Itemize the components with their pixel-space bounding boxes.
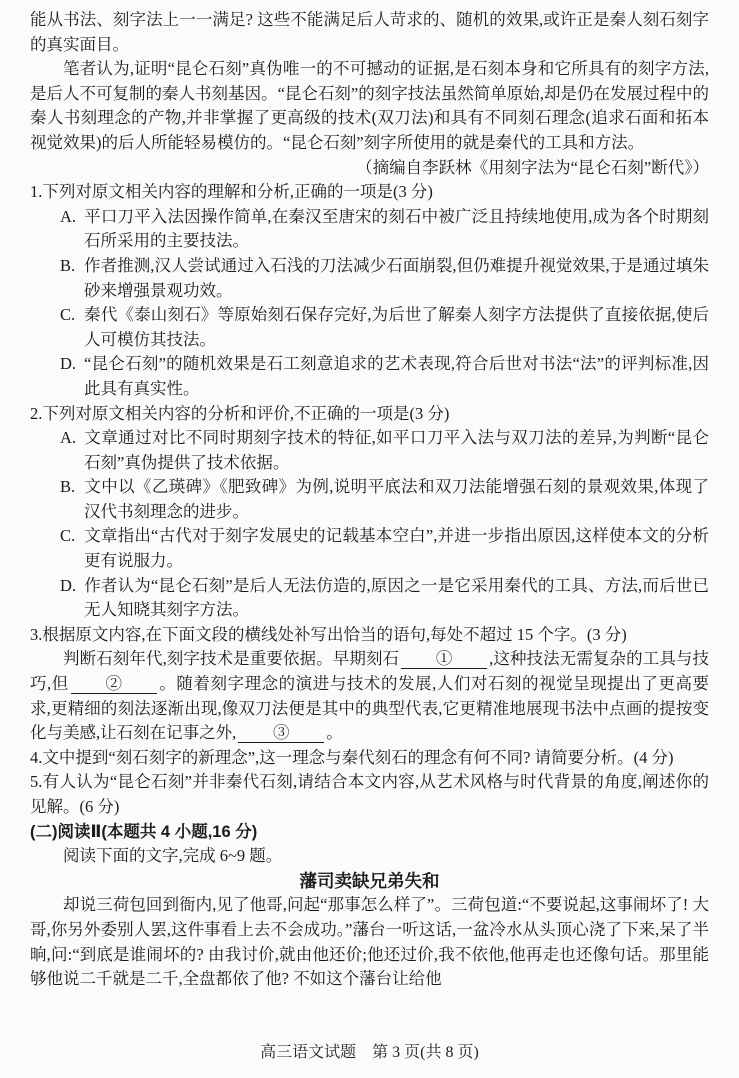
question-2-stem-text: 下列对原文相关内容的分析和评价,不正确的一项是(3 分) [42,403,450,423]
question-2-number: 2. [30,403,43,423]
option-c-text: 秦代《泰山刻石》等原始刻石保存完好,为后世了解秦人刻字方法提供了直接依据,使后人可模仿其技法。 [84,305,709,349]
option-d-text: 作者认为“昆仑石刻”是后人无法仿造的,原因之一是它采用秦代的工具、方法,而后世已无人知晓其刻字方法。 [84,575,709,620]
question-1-number: 1. [30,182,43,202]
option-d-text: “昆仑石刻”的随机效果是石工刻意追求的艺术表现,符合后世对书法“法”的评判标准,因此具有真实性。 [84,354,709,398]
question-1-option-d [30,352,709,401]
option-c-label: C. [60,305,76,325]
question-2-stem [30,402,709,427]
question-5-stem-text: 有人认为“昆仑石刻”并非秦代石刻,请结合本文内容,从艺术风格与时代背景的角度,阐述你的见解。(6 分) [30,772,709,816]
option-a-label: A. [60,206,77,226]
question-5-number: 5. [30,772,43,792]
question-4-stem-text: 文中提到“刻石刻字的新理念”,这一理念与秦代刻石的理念有何不同? 请简要分析。(4 分) [42,747,674,767]
question-5 [30,770,709,819]
story-paragraph: 却说三荷包回到衙内,见了他哥,问起“那事怎么样了”。三荷包道:“不要说起,这事闹坏了! 大哥,你另外委别人罢,这件事看上去不会成功。”藩台一听这话,一盆冷水从头顶心浇了下来,呆了半晌,问:“到底是谁闹坏的? 由我讨价,就由他还价;他还过价,我不依他,他再走也还像句话。那里能够他说二千就是二千,全盘都依了他? 不如这个藩台让给他 [30,895,709,989]
question-2-option-c [30,524,709,573]
option-b-label: B. [60,255,76,275]
question-3-stem [30,623,709,648]
passage-attribution: （摘编自李跃林《用刻字法为“昆仑石刻”断代》） [356,157,709,177]
question-4 [30,746,709,771]
fill-segment-1: 判断石刻年代,刻字技术是重要依据。早期刻石 [63,649,400,669]
story-title: 藩司卖缺兄弟失和 [299,870,440,891]
option-b-text: 作者推测,汉人尝试通过入石浅的刀法减少石面崩裂,但仍难提升视觉效果,于是通过填朱砂来增强景观功效。 [84,255,709,300]
option-a-label: A. [60,428,77,448]
reading-2-section [30,820,709,992]
question-3-fill-passage [30,647,709,745]
question-2-option-d [30,574,709,623]
question-2-option-a [30,426,709,475]
section-2-heading: (二)阅读Ⅱ(本题共 4 小题,16 分) [30,822,258,841]
question-5-stem [30,770,709,819]
fill-blank-3: ③ [238,722,324,743]
fill-segment-4: 。 [326,723,343,743]
question-1-option-a [30,205,709,254]
option-d-label: D. [60,354,77,374]
question-3-number: 3. [30,624,43,644]
fill-blank-1: ① [401,648,487,669]
question-2-option-b [30,475,709,524]
passage-paragraph: 笔者认为,证明“昆仑石刻”真伪唯一的不可撼动的证据,是石刻本身和它所具有的刻字方法,是后人不可复制的秦人书刻基因。“昆仑石刻”的刻字技法虽然简单原始,却是仍在发展过程中的秦人书刻理念的产物,并非掌握了更高级的技术(双刀法)和具有不同刻石理念(追求石面和拓本视觉效果)的后人所能轻易模仿的。“昆仑石刻”刻字所使用的就是秦代的工具和方法。 [30,59,709,152]
option-b-text: 文中以《乙瑛碑》《肥致碑》为例,说明平底法和双刀法能增强石刻的景观效果,体现了汉代书刻理念的进步。 [84,477,709,521]
question-1-stem-text: 下列对原文相关内容的理解和分析,正确的一项是(3 分) [42,182,433,202]
passage-continuation: 能从书法、刻字法上一一满足? 这些不能满足后人苛求的、随机的效果,或许正是秦人刻石刻字的真实面目。 [30,10,709,54]
question-1-option-b [30,254,709,303]
question-2 [30,402,709,623]
question-1-stem [30,180,709,205]
question-1-option-c [30,303,709,352]
question-3 [30,623,709,746]
option-b-label: B. [60,477,76,497]
option-a-text: 平口刀平入法因操作简单,在秦汉至唐宋的刻石中被广泛且持续地使用,成为各个时期刻石所采用的主要技法。 [84,206,709,251]
question-4-number: 4. [30,747,43,767]
option-d-label: D. [60,575,77,595]
fill-segment-2: ,这种技法无需复杂的工具与技巧,但 [30,649,710,694]
question-3-stem-text: 根据原文内容,在下面文段的横线处补写出恰当的语句,每处不超过 15 个字。(3 分) [42,624,627,644]
question-4-stem [30,746,709,771]
section-2-instruction: 阅读下面的文字,完成 6~9 题。 [63,846,283,866]
option-a-text: 文章通过对比不同时期刻字技术的特征,如平口刀平入法与双刀法的差异,为判断“昆仑石刻”真伪提供了技术依据。 [84,428,709,472]
footer-text: 高三语文试题 第 3 页(共 8 页) [260,1044,479,1062]
question-1 [30,180,709,401]
option-c-text: 文章指出“古代对于刻字发展史的记载基本空白”,并进一步指出原因,这样使本文的分析更有说服力。 [84,526,709,571]
option-c-label: C. [60,526,76,546]
fill-segment-3: 。随着刻字理念的演进与技术的发展,人们对石刻的视觉呈现提出了更高要求,更精细的刻法逐渐出现,像双刀法便是其中的典型代表,它更精准地展现书法中点画的提按变化与美感,让石刻在记事之外, [30,674,710,743]
page-footer [0,1041,739,1066]
fill-blank-2: ② [71,673,157,694]
